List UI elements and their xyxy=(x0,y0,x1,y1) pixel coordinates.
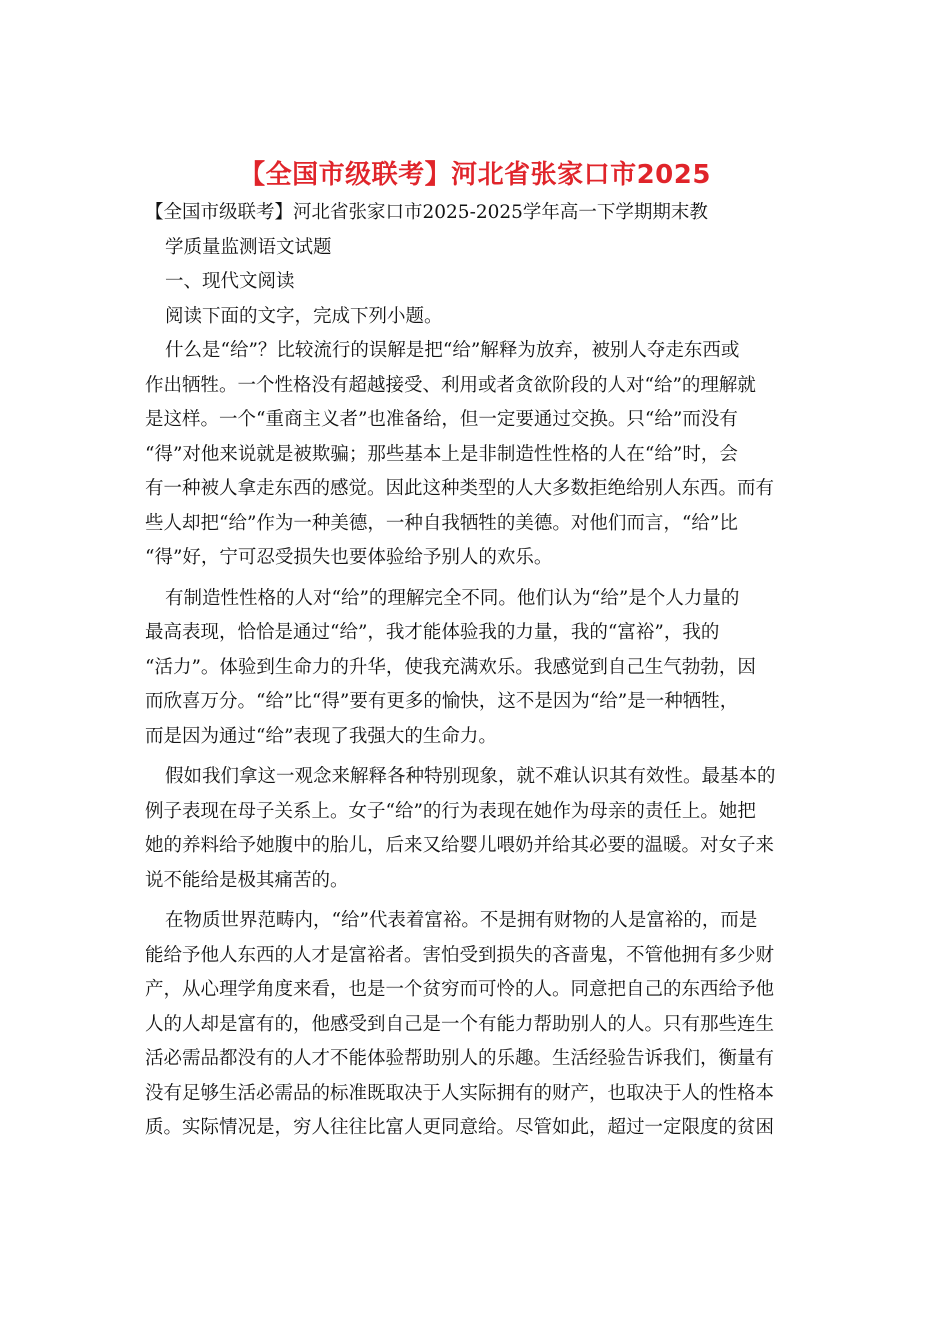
paragraph xyxy=(145,760,805,898)
paragraph-line: 在物质世界范畴内，“给”代表着富裕。不是拥有财物的人是富裕的，而是 xyxy=(165,910,758,931)
paragraph-line: 而欣喜万分。“给”比“得”要有更多的愉快，这不是因为“给”是一种牺牲， xyxy=(145,691,739,712)
paragraph-line: 最高表现，恰恰是通过“给”，我才能体验我的力量，我的“富裕”，我的 xyxy=(145,622,720,643)
header-line: 学质量监测语文试题 xyxy=(165,236,332,258)
paragraph-line: 产，从心理学角度来看，也是一个贫穷而可怜的人。同意把自己的东西给予他 xyxy=(145,979,775,1000)
header-line: 【全国市级联考】河北省张家口市2025-2025学年高一下学期期末教 xyxy=(145,202,708,223)
instruction: 阅读下面的文字，完成下列小题。 xyxy=(165,305,443,327)
paragraph-line: 能给予他人东西的人才是富裕者。害怕受到损失的吝啬鬼，不管他拥有多少财 xyxy=(145,944,775,966)
paragraph-line: 作出牺牲。一个性格没有超越接受、利用或者贪欲阶段的人对“给”的理解就 xyxy=(145,374,756,396)
paragraph-line: 有一种被人拿走东西的感觉。因此这种类型的人大多数拒绝给别人东西。而有 xyxy=(145,478,775,499)
paragraph-line: 质。实际情况是，穷人往往比富人更同意给。尽管如此，超过一定限度的贫困 xyxy=(145,1117,775,1138)
paragraph-line: 例子表现在母子关系上。女子“给”的行为表现在她作为母亲的责任上。她把 xyxy=(145,800,756,822)
paragraph xyxy=(145,904,805,1146)
paragraph-line: 人的人却是富有的，他感受到自己是一个有能力帮助别人的人。只有那些连生 xyxy=(145,1013,775,1035)
paragraph-line: 些人却把“给”作为一种美德，一种自我牺牲的美德。对他们而言，“给”比 xyxy=(145,512,738,534)
paragraph-line: 什么是“给”？比较流行的误解是把“给”解释为放弃，被别人夺走东西或 xyxy=(165,340,740,361)
paragraph-line: 活必需品都没有的人才不能体验帮助别人的乐趣。生活经验告诉我们，衡量有 xyxy=(145,1048,775,1069)
paragraph-line: “得”对他来说就是被欺骗；那些基本上是非制造性性格的人在“给”时，会 xyxy=(145,443,738,465)
paragraph-line: 说不能给是极其痛苦的。 xyxy=(145,869,349,891)
paragraph-line: 有制造性性格的人对“给”的理解完全不同。他们认为“给”是个人力量的 xyxy=(165,587,740,609)
paragraph-line: 假如我们拿这一观念来解释各种特别现象，就不难认识其有效性。最基本的 xyxy=(165,766,776,787)
paragraph-line: “活力”。体验到生命力的升华，使我充满欢乐。我感觉到自己生气勃勃，因 xyxy=(145,656,756,678)
paragraph-line: 是这样。一个“重商主义者”也准备给，但一定要通过交换。只“给”而没有 xyxy=(145,409,738,430)
paragraph-line: 没有足够生活必需品的标准既取决于人实际拥有的财产，也取决于人的性格本 xyxy=(145,1082,775,1104)
section-heading: 一、现代文阅读 xyxy=(165,271,295,292)
paragraph-line: 而是因为通过“给”表现了我强大的生命力。 xyxy=(145,725,497,747)
paragraph-line: “得”好，宁可忍受损失也要体验给予别人的欢乐。 xyxy=(145,547,553,568)
paragraph xyxy=(145,582,805,755)
paragraph xyxy=(145,334,805,576)
document-title: 【全国市级联考】河北省张家口市2025 xyxy=(239,160,711,190)
paragraph-line: 她的养料给予她腹中的胎儿，后来又给婴儿喂奶并给其必要的温暖。对女子来 xyxy=(145,835,775,856)
document-body xyxy=(145,196,805,1146)
